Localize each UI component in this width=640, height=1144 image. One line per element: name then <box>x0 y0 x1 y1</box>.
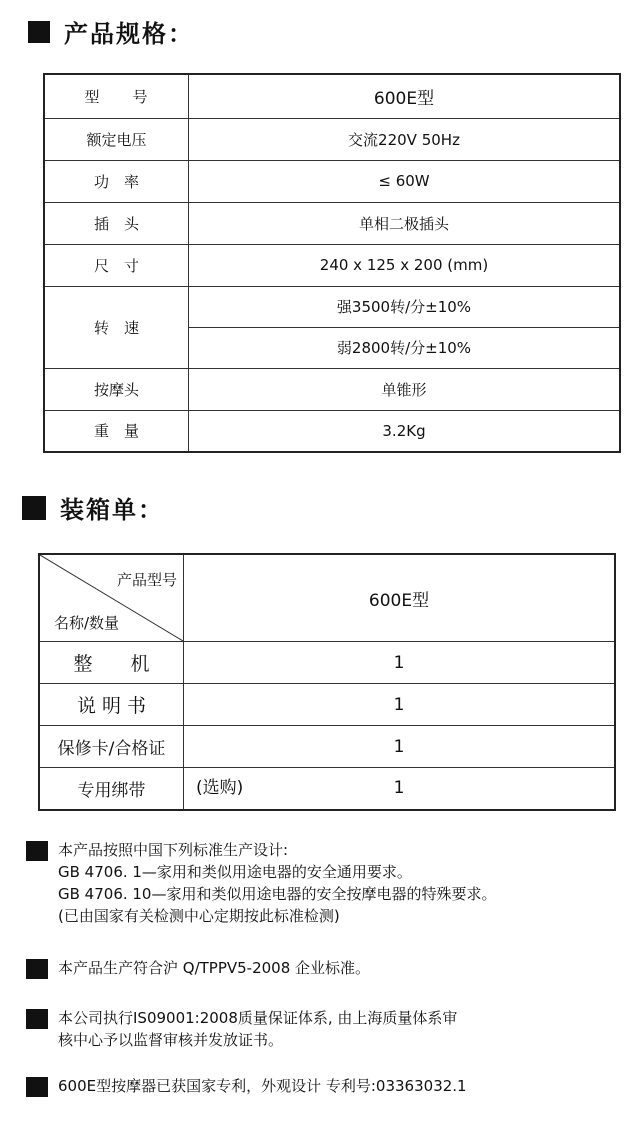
table-row <box>44 286 620 327</box>
square-bullet-icon <box>26 841 48 861</box>
pack-item-qty: 1 <box>184 726 616 768</box>
note-line: 本公司执行IS09001:2008质量保证体系, 由上海质量体系审 <box>58 1009 458 1027</box>
header-model-label: 产品型号 <box>116 571 177 589</box>
table-row <box>44 118 620 160</box>
table-row <box>44 202 620 244</box>
spec-value: 3.2Kg <box>189 410 621 452</box>
spec-label: 按摩头 <box>44 368 189 410</box>
spec-value: 240 x 125 x 200 (mm) <box>189 244 621 286</box>
spec-label: 功 率 <box>44 160 189 202</box>
table-header-row <box>39 554 615 642</box>
header-model-value: 600E型 <box>184 554 616 642</box>
spec-label: 重 量 <box>44 410 189 452</box>
note-patent <box>26 1075 467 1097</box>
note-enterprise-standard <box>26 957 370 979</box>
table-row <box>39 642 615 684</box>
note-line: GB 4706. 10—家用和类似用途电器的安全按摩电器的特殊要求。 <box>58 885 497 903</box>
spec-table <box>43 73 621 453</box>
pack-item-cell <box>184 768 616 810</box>
table-row <box>44 74 620 118</box>
pack-section-title: 装箱单： <box>60 496 164 524</box>
spec-value: ≤ 60W <box>189 160 621 202</box>
spec-value: 弱2800转/分±10% <box>189 327 621 368</box>
square-bullet-icon <box>22 496 46 520</box>
spec-value: 600E型 <box>189 74 621 118</box>
note-line: 本产品生产符合沪 Q/TPPV5-2008 企业标准。 <box>58 959 371 977</box>
pack-section-heading <box>22 490 164 525</box>
pack-item-label: 保修卡/合格证 <box>39 726 184 768</box>
spec-value: 单相二极插头 <box>189 202 621 244</box>
spec-label: 型 号 <box>44 74 189 118</box>
note-standards <box>26 839 496 927</box>
table-row <box>44 410 620 452</box>
note-line: 本产品按照中国下列标准生产设计: <box>58 841 289 859</box>
header-name-qty-label: 名称/数量 <box>54 614 120 632</box>
pack-item-label: 专用绑带 <box>39 768 184 810</box>
pack-item-label: 说 明 书 <box>39 684 184 726</box>
table-row <box>44 160 620 202</box>
spec-section-title: 产品规格： <box>64 20 194 48</box>
spec-value: 交流220V 50Hz <box>189 118 621 160</box>
table-row <box>44 368 620 410</box>
pack-item-qty: 1 <box>184 642 616 684</box>
spec-value: 单锥形 <box>189 368 621 410</box>
square-bullet-icon <box>26 959 48 979</box>
pack-item-qty: 1 <box>184 684 616 726</box>
square-bullet-icon <box>26 1077 48 1097</box>
packing-table <box>38 553 616 811</box>
spec-section-heading <box>28 14 194 49</box>
note-line: 600E型按摩器已获国家专利，外观设计 专利号:03363032.1 <box>58 1077 467 1095</box>
spec-label: 额定电压 <box>44 118 189 160</box>
table-row <box>39 726 615 768</box>
square-bullet-icon <box>28 21 50 43</box>
note-quality-system <box>26 1007 457 1051</box>
table-row <box>39 768 615 810</box>
diagonal-header-cell <box>39 554 184 642</box>
spec-label: 转 速 <box>44 286 189 368</box>
note-line: (已由国家有关检测中心定期按此标准检测) <box>58 907 340 925</box>
square-bullet-icon <box>26 1009 48 1029</box>
note-line: GB 4706. 1—家用和类似用途电器的安全通用要求。 <box>58 863 412 881</box>
spec-label: 尺 寸 <box>44 244 189 286</box>
table-row <box>39 684 615 726</box>
pack-item-qty: 1 <box>393 778 405 799</box>
pack-item-label: 整 机 <box>39 642 184 684</box>
table-row <box>44 244 620 286</box>
note-line: 核中心予以监督审核并发放证书。 <box>58 1031 284 1049</box>
pack-item-note: (选购) <box>196 778 244 799</box>
spec-label: 插 头 <box>44 202 189 244</box>
spec-value: 强3500转/分±10% <box>189 286 621 327</box>
